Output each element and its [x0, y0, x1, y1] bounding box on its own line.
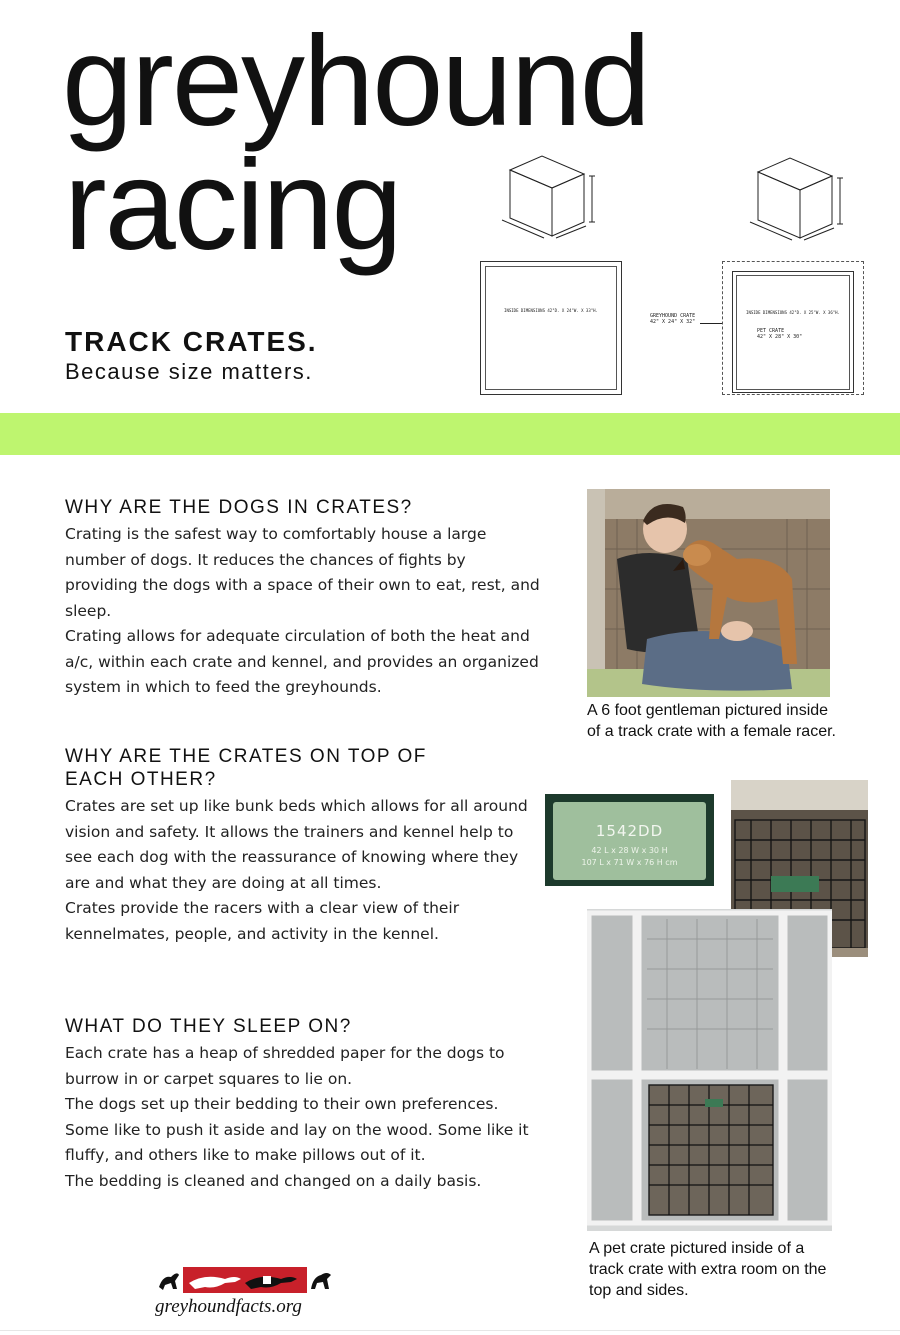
section-heading-stacked-crates: WHY ARE THE CRATES ON TOP OF EACH OTHER? [65, 746, 427, 790]
title-line-2: racing [64, 134, 401, 277]
photo-man-in-crate [587, 489, 830, 697]
pet-crate-callout [757, 328, 802, 340]
greyhound-silhouettes-icon [155, 1267, 335, 1293]
tagline: Because size matters. [65, 359, 313, 384]
paragraph: Crates are set up like bunk beds which allows for all around vision and safety. It allows the trainers and kennel help to see each dog with the reassurance of knowing where they are and what they are doing at all times. [65, 797, 528, 892]
paragraph: Crates provide the racers with a clear view of their kennelmates, people, and activity in the kennel. [65, 899, 460, 943]
caption-photo-pet-crate: A pet crate pictured inside of a track crate with extra room on the top and sides. [589, 1240, 827, 1299]
crate-isometric-diagram-right [738, 152, 858, 248]
photo-stacked-crates-illustration [587, 909, 832, 1231]
paragraph: The bedding is cleaned and changed on a daily basis. [65, 1171, 482, 1190]
paragraph: Each crate has a heap of shredded paper for the dogs to burrow in or carpet squares to lie on. [65, 1044, 505, 1088]
photo-man-in-crate-illustration [587, 489, 830, 697]
paragraph: The dogs set up their bedding to their own preferences. Some like to push it aside and lay on the wood. Some like it fluffy, and others like to make pillows out of it. [65, 1095, 529, 1164]
footer-site-name: greyhoundfacts.org [155, 1296, 302, 1317]
crate-plan-diagram-left [480, 261, 622, 395]
crate-plan-diagram-right [722, 261, 864, 395]
greyhound-crate-callout [650, 313, 695, 325]
section-body-why-crates [65, 522, 540, 701]
section-body-stacked-crates [65, 794, 540, 947]
caption-photo-man: A 6 foot gentleman pictured inside of a track crate with a female racer. [587, 702, 836, 740]
callout-arrow-line [700, 323, 722, 324]
right-inside-dimensions: INSIDE DIMENSIONS 42"D. X 25"W. X 36"H. [746, 310, 840, 315]
paragraph: Crating allows for adequate circulation of both the heat and a/c, within each crate and kennel, and provides an organized system in which to feed the greyhounds. [65, 627, 539, 696]
greyhound-crate-dims: 42" X 24" X 32" [650, 319, 696, 325]
pet-crate-label: PET CRATE [757, 328, 785, 334]
pet-crate-dims: 42" X 28" X 30" [757, 334, 803, 340]
section-body-sleep [65, 1041, 540, 1194]
greyhoundfacts-logo [155, 1267, 335, 1293]
photo-crate-label [545, 794, 714, 886]
paragraph: Crating is the safest way to comfortably house a large number of dogs. It reduces the chances of fights by providing the dogs with a space of their own to eat, rest, and sleep. [65, 525, 540, 620]
left-inside-dimensions: INSIDE DIMENSIONS 42"D. X 24"W. X 33"H. [504, 308, 598, 313]
crate-label-plate [553, 802, 706, 880]
greyhound-crate-label: GREYHOUND CRATE [650, 313, 696, 319]
section-heading-sleep: WHAT DO THEY SLEEP ON? [65, 1016, 352, 1037]
section-heading-why-crates: WHY ARE THE DOGS IN CRATES? [65, 497, 413, 518]
photo-stacked-crates [587, 909, 832, 1231]
crate-label-dims-in: 42 L x 28 W x 30 H [591, 846, 668, 855]
subtitle: TRACK CRATES. [65, 326, 318, 357]
crate-label-dims-cm: 107 L x 71 W x 76 H cm [581, 858, 678, 867]
accent-band [0, 413, 900, 455]
bottom-divider [0, 1330, 900, 1331]
crate-isometric-diagram-left [490, 150, 610, 246]
crate-label-code: 1542DD [595, 822, 664, 840]
title-line-1: greyhound [62, 10, 649, 153]
